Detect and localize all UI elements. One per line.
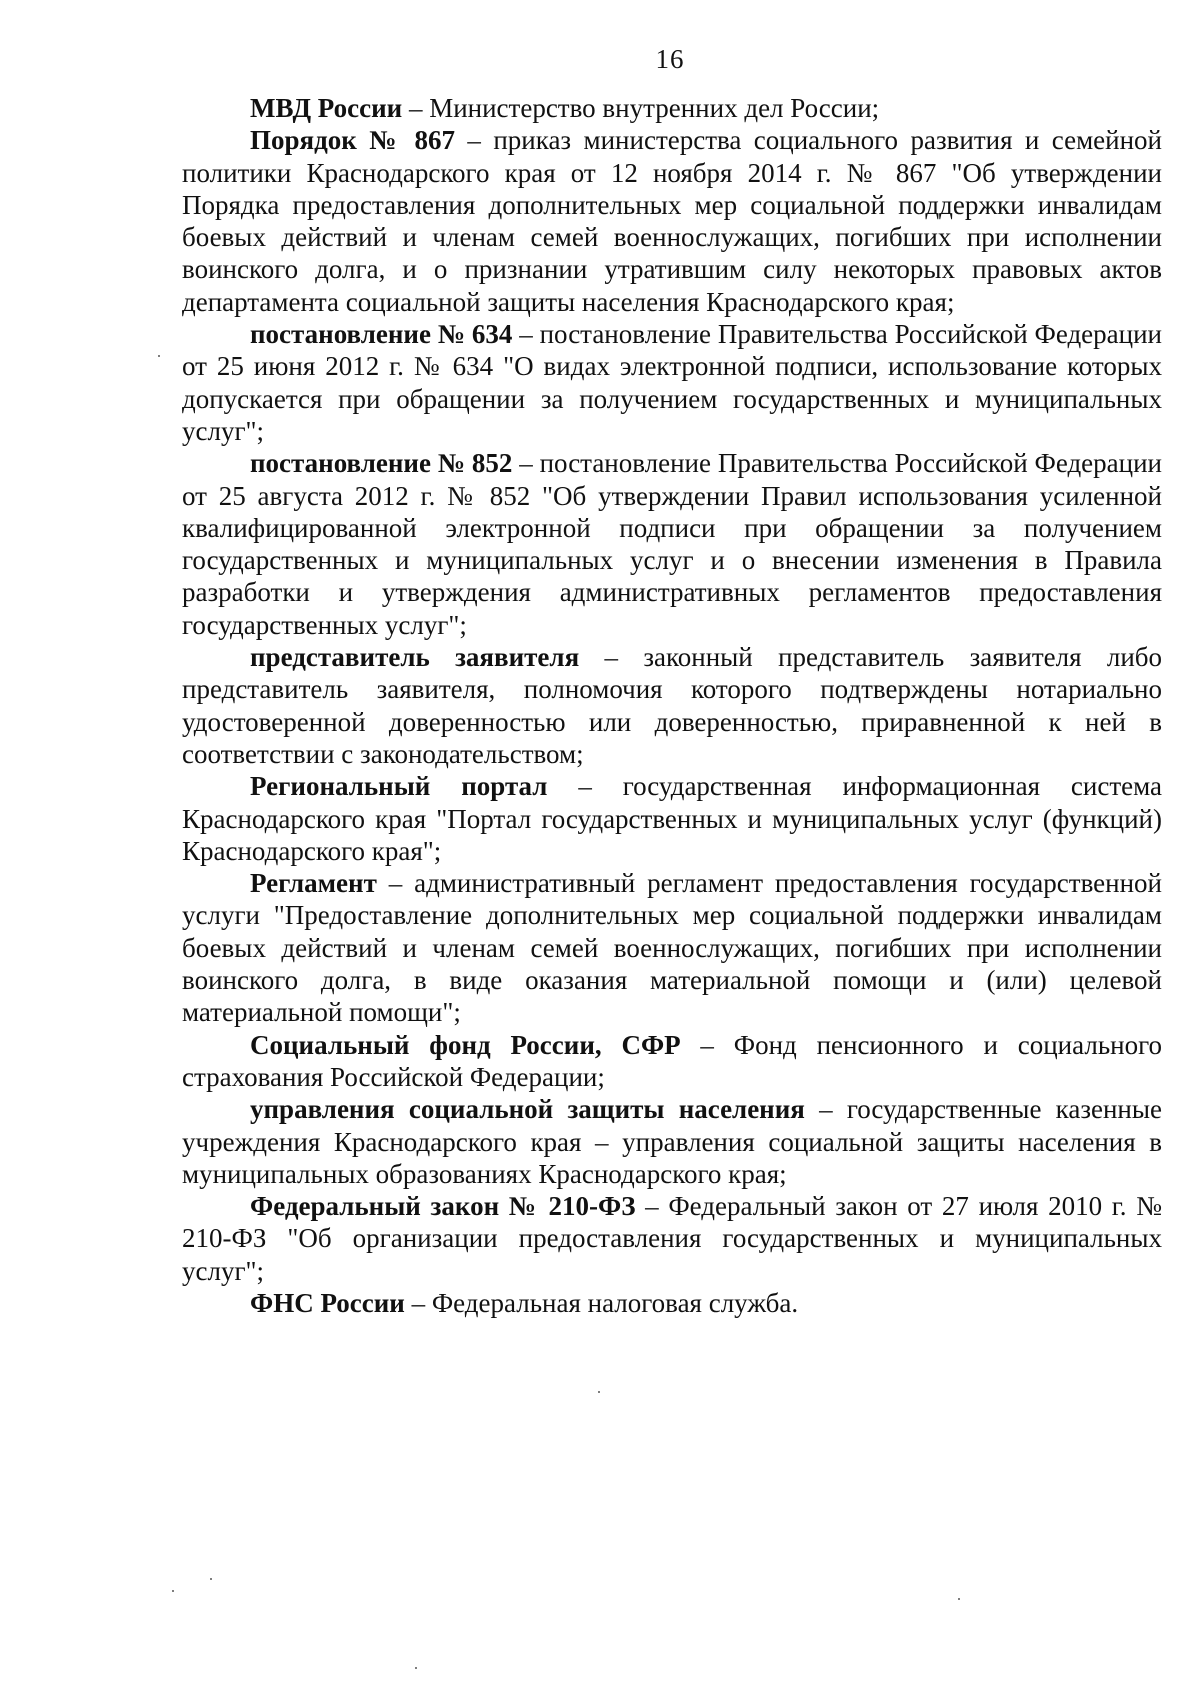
definition-text: – административный регламент предоставления государственной услуги "Предоставление дополнительных мер социальной поддержки инвалидам боевых действий и членам семей военнослужащих, погибших при исполнении воинского долга, в виде оказания материальной помощи и (или) целевой материальной помощи"; (182, 868, 1162, 1028)
definition-text: – постановление Правительства Российской Федерации от 25 июня 2012 г. № 634 "О видах электронной подписи, использование которых допускается при обращении за получением государственных и муниципальных услуг"; (182, 319, 1162, 446)
definition-text: – Министерство внутренних дел России; (402, 93, 880, 123)
definition-term: Порядок № 867 (250, 125, 455, 156)
definition-applicant-representative (182, 641, 1162, 770)
definition-resolution-634 (182, 318, 1162, 447)
definition-term: постановление № 634 (250, 319, 513, 350)
scan-speck (158, 355, 160, 357)
definition-text: – постановление Правительства Российской Федерации от 25 августа 2012 г. № 852 "Об утверждении Правил использования усиленной квалифицированной электронной подписи при обращении за получением государственных и муниципальных услуг и о внесении изменения в Правила разработки и утверждения административных регламентов предоставления государственных услуг"; (182, 448, 1162, 640)
definition-term: МВД России (250, 93, 403, 123)
scan-speck (958, 1598, 960, 1600)
definition-resolution-852 (182, 447, 1162, 641)
definition-term: управления социальной защиты населения (250, 1094, 805, 1125)
definitions-list (182, 92, 1162, 1319)
definition-term: постановление № 852 (250, 448, 513, 479)
definition-federal-law-210 (182, 1190, 1162, 1287)
definition-social-protection-offices (182, 1093, 1162, 1190)
scan-speck (172, 1590, 174, 1592)
definition-term: Федеральный закон № 210-ФЗ (250, 1191, 636, 1222)
definition-social-fund (182, 1029, 1162, 1094)
definition-fns (182, 1287, 1162, 1319)
definition-regulation (182, 867, 1162, 1028)
definition-term: ФНС России (250, 1287, 405, 1318)
definition-regional-portal (182, 770, 1162, 867)
definition-text: – Федеральная налоговая служба. (404, 1287, 799, 1318)
definition-text: – государственная информационная система Краснодарского края "Портал государственных и муниципальных услуг (функций) Краснодарского края"; (182, 771, 1162, 866)
definition-term: Региональный портал (250, 771, 548, 802)
definition-text: – государственные казенные учреждения Краснодарского края – управления социальной защиты населения в муниципальных образованиях Краснодарского края; (182, 1094, 1162, 1189)
definition-term: Регламент (250, 868, 377, 899)
definition-mvd (182, 92, 1162, 124)
page-number: 16 (655, 44, 685, 74)
definition-term: представитель заявителя (250, 642, 580, 673)
definition-text: – Федеральный закон от 27 июля 2010 г. № 210-ФЗ "Об организации предоставления государственных и муниципальных услуг"; (182, 1191, 1162, 1286)
scan-speck (598, 1391, 600, 1393)
definition-text: – законный представитель заявителя либо представитель заявителя, полномочия которого подтверждены нотариально удостоверенной доверенностью или доверенностью, приравненной к ней в соответствии с законодательством; (182, 642, 1163, 769)
definition-order-867 (182, 124, 1162, 318)
definition-term: Социальный фонд России, СФР (250, 1029, 681, 1060)
definition-text: – Фонд пенсионного и социального страхования Российской Федерации; (182, 1029, 1162, 1092)
scan-speck (415, 1667, 417, 1669)
scan-speck (210, 1578, 212, 1580)
definition-text: – приказ министерства социального развития и семейной политики Краснодарского края от 12 ноября 2014 г. № 867 "Об утверждении Порядка предоставления дополнительных мер социальной поддержки инвалидам боевых действий и членам семей военнослужащих, погибших при исполнении воинского долга, и о признании утратившим силу некоторых правовых актов департамента социальной защиты населения Краснодарского края; (182, 125, 1162, 317)
